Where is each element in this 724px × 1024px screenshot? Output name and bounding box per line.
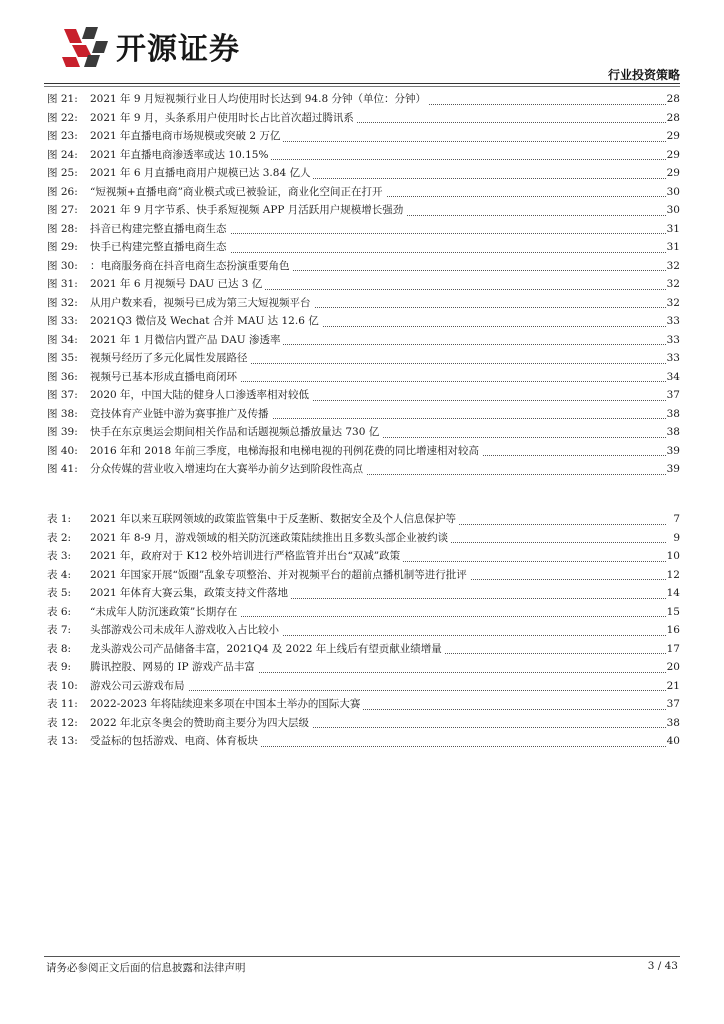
table-entry-number: 表 9: xyxy=(47,661,72,673)
figure-entry[interactable] xyxy=(44,405,680,424)
table-entry-title xyxy=(90,584,666,603)
table-entry[interactable] xyxy=(44,640,680,659)
table-entry[interactable] xyxy=(44,658,680,677)
figure-entry-title xyxy=(90,109,666,128)
figure-entry-title-text: 快手在东京奥运会期间相关作品和话题视频总播放量达 730 亿 xyxy=(90,426,382,438)
figure-entry-page: 38 xyxy=(666,426,680,438)
figure-entry-page: 28 xyxy=(666,111,680,124)
figure-entry[interactable] xyxy=(44,127,680,146)
figure-entry-title-text: 2021 年 1 月微信内置产品 DAU 渗透率 xyxy=(90,334,283,346)
figure-entry-number: 图 35: xyxy=(47,352,78,364)
figure-entry-number: 图 27: xyxy=(47,204,78,216)
figure-entry-number: 图 21: xyxy=(47,93,78,105)
figure-entry-title xyxy=(90,368,666,387)
table-entry-page: 12 xyxy=(666,568,680,581)
figure-entry-page: 31 xyxy=(666,241,680,253)
table-entry-page: 14 xyxy=(666,587,680,599)
brand-name: 开源证券 xyxy=(116,32,240,67)
table-entry-number: 表 7: xyxy=(47,624,72,636)
figure-entry-title xyxy=(90,183,666,202)
figure-entry-title xyxy=(90,146,666,165)
disclaimer-note: 请务必参阅正文后面的信息披露和法律声明 xyxy=(46,962,246,974)
table-entry-title xyxy=(90,547,666,566)
figure-entry-title-text: 2021 年直播电商市场规模或突破 2 万亿 xyxy=(90,130,283,142)
table-entry-title xyxy=(90,732,666,751)
figure-entry-page: 38 xyxy=(666,407,680,420)
figure-entry-title xyxy=(90,220,666,239)
figure-entry-title-text: 2020 年，中国大陆的健身人口渗透率相对较低 xyxy=(90,389,312,401)
figure-entry-title xyxy=(90,275,666,294)
figure-entry-title-text: 2021Q3 微信及 Wechat 合并 MAU 达 12.6 亿 xyxy=(90,315,322,327)
table-entry[interactable] xyxy=(44,732,680,751)
figure-entry[interactable] xyxy=(44,275,680,294)
figure-entry[interactable] xyxy=(44,183,680,202)
table-entry-title xyxy=(90,714,666,733)
table-entry-title-text: 2021 年国家开展“饭圈”乱象专项整治、并对视频平台的超前点播机制等进行批评 xyxy=(90,569,470,581)
figure-entry-number: 图 32: xyxy=(47,296,78,309)
figure-entry[interactable] xyxy=(44,460,680,479)
figure-entry-page: 32 xyxy=(666,259,680,272)
table-entry[interactable] xyxy=(44,621,680,640)
figure-entry-number: 图 37: xyxy=(47,389,78,401)
header-rule xyxy=(44,83,680,84)
figure-entry-title-text: 视频号经历了多元化属性发展路径 xyxy=(90,352,251,364)
table-entry-title-text: 2021 年以来互联网领域的政策监管集中于反垄断、数据安全及个人信息保护等 xyxy=(90,513,459,525)
table-entry-number: 表 5: xyxy=(47,587,72,599)
figure-entry-title-text: 2016 年和 2018 年前三季度，电梯海报和电梯电视的刊例花费的同比增速相对较高 xyxy=(90,445,482,457)
figure-entry-title-text: 2021 年 9 月字节系、快手系短视频 APP 月活跃用户规模增长强劲 xyxy=(90,204,406,216)
figure-entry-number: 图 41: xyxy=(47,463,78,475)
table-entry-number: 表 4: xyxy=(47,568,72,581)
table-entry-title-text: 受益标的包括游戏、电商、体育板块 xyxy=(90,735,261,747)
table-entry[interactable] xyxy=(44,510,680,529)
figure-entry[interactable] xyxy=(44,164,680,183)
figure-entry-page: 29 xyxy=(666,148,680,161)
header-rule-thin xyxy=(44,86,680,87)
table-entry-title-text: 龙头游戏公司产品储备丰富，2021Q4 及 2022 年上线后有望贡献业绩增量 xyxy=(90,643,445,655)
figure-entry-title xyxy=(90,442,666,461)
report-category: 行业投资策略 xyxy=(607,68,680,82)
figure-entry-title xyxy=(90,201,666,220)
figure-entry-title xyxy=(90,164,666,183)
figure-entry[interactable] xyxy=(44,294,680,313)
figure-entry-number: 图 40: xyxy=(47,444,78,457)
table-entry-title-text: 腾讯控股、网易的 IP 游戏产品丰富 xyxy=(90,661,258,673)
table-entry-number: 表 11: xyxy=(47,698,78,710)
figure-entry[interactable] xyxy=(44,312,680,331)
table-entry-page: 7 xyxy=(673,513,680,525)
figure-entry-number: 图 30: xyxy=(47,259,78,272)
figure-entry[interactable] xyxy=(44,238,680,257)
figure-entry-number: 图 26: xyxy=(47,185,78,198)
figure-entry-number: 图 38: xyxy=(47,407,78,420)
table-entry-title xyxy=(90,621,666,640)
table-entry-number: 表 10: xyxy=(47,679,78,692)
table-entry-title-text: 头部游戏公司未成年人游戏收入占比较小 xyxy=(90,624,282,636)
figure-entry-title xyxy=(90,90,666,109)
figure-entry-number: 图 24: xyxy=(47,148,78,161)
figure-entry-title xyxy=(90,423,666,442)
table-entry-title-text: 游戏公司云游戏布局 xyxy=(90,680,188,692)
figure-entry-page: 32 xyxy=(666,278,680,290)
table-entry-title-text: 2021 年 8-9 月，游戏领域的相关防沉迷政策陆续推出且多数头部企业被约谈 xyxy=(90,532,451,544)
figure-entry-title xyxy=(90,331,666,350)
figure-entry-number: 图 22: xyxy=(47,111,78,124)
figure-entry-number: 图 28: xyxy=(47,222,78,235)
table-entry[interactable] xyxy=(44,603,680,622)
figure-entry-page: 37 xyxy=(666,389,680,401)
table-entry[interactable] xyxy=(44,714,680,733)
figure-entry-title xyxy=(90,312,666,331)
brand-logo xyxy=(60,22,240,70)
figure-entry-page: 30 xyxy=(666,185,680,198)
figure-entry-page: 33 xyxy=(666,315,680,327)
figure-entry-title-text: 竞技体育产业链中游为赛事推广及传播 xyxy=(90,408,272,420)
table-entry-title xyxy=(90,640,666,659)
table-entry-title xyxy=(90,658,666,677)
table-entry-page: 9 xyxy=(673,531,680,544)
figure-entry-title-text: 抖音已构建完整直播电商生态 xyxy=(90,223,230,235)
figure-entry-title-text: 2021 年直播电商渗透率或达 10.15% xyxy=(90,149,271,161)
figure-entry-number: 图 23: xyxy=(47,130,78,142)
figure-entry-number: 图 31: xyxy=(47,278,78,290)
figure-entry-title xyxy=(90,349,666,368)
figure-entry[interactable] xyxy=(44,331,680,350)
figure-entry-number: 图 29: xyxy=(47,241,78,253)
table-entry[interactable] xyxy=(44,695,680,714)
figure-entry-page: 33 xyxy=(666,352,680,364)
figure-entry[interactable] xyxy=(44,423,680,442)
figure-entry-title-text: ：电商服务商在抖音电商生态扮演重要角色 xyxy=(90,260,293,272)
table-entry[interactable] xyxy=(44,529,680,548)
table-entry-number: 表 8: xyxy=(47,642,72,655)
figure-entry-page: 32 xyxy=(666,296,680,309)
figure-entry[interactable] xyxy=(44,386,680,405)
figure-entry-page: 28 xyxy=(666,93,680,105)
table-entry-page: 38 xyxy=(666,716,680,729)
table-entry-title xyxy=(90,695,666,714)
table-entry[interactable] xyxy=(44,677,680,696)
table-entry-page: 20 xyxy=(666,661,680,673)
figure-entry[interactable] xyxy=(44,109,680,128)
figure-entry-page: 29 xyxy=(666,130,680,142)
table-entry[interactable] xyxy=(44,547,680,566)
figure-entry-title-text: 2021 年 6 月视频号 DAU 已达 3 亿 xyxy=(90,278,265,290)
table-entry[interactable] xyxy=(44,584,680,603)
table-entry[interactable] xyxy=(44,566,680,585)
table-entry-page: 16 xyxy=(666,624,680,636)
footer-rule xyxy=(44,956,680,957)
figure-entry-title-text: 视频号已基本形成直播电商闭环 xyxy=(90,371,240,383)
figure-entry-title-text: “短视频+直播电商”商业模式或已被验证，商业化空间正在打开 xyxy=(90,186,386,198)
figure-entry[interactable] xyxy=(44,146,680,165)
figure-entry-page: 33 xyxy=(666,333,680,346)
figure-entry-number: 图 36: xyxy=(47,370,78,383)
table-entry-title-text: 2021 年，政府对于 K12 校外培训进行严格监管并出台“双减”政策 xyxy=(90,550,403,562)
figure-entry[interactable] xyxy=(44,90,680,109)
table-entry-number: 表 1: xyxy=(47,513,72,525)
figure-list xyxy=(44,90,680,479)
table-entry-page: 17 xyxy=(666,642,680,655)
figure-entry-title-text: 2021 年 9 月，头条系用户使用时长占比首次超过腾讯系 xyxy=(90,112,357,124)
figure-entry-page: 29 xyxy=(666,167,680,179)
figure-entry-title xyxy=(90,294,666,313)
figure-entry-title xyxy=(90,460,666,479)
figure-entry[interactable] xyxy=(44,442,680,461)
figure-entry-number: 图 34: xyxy=(47,333,78,346)
table-entry-title xyxy=(90,603,666,622)
figure-entry-page: 39 xyxy=(666,463,680,475)
table-entry-title-text: 2021 年体育大赛云集，政策支持文件落地 xyxy=(90,587,291,599)
figure-entry-title xyxy=(90,405,666,424)
table-entry-title xyxy=(90,566,666,585)
table-entry-title-text: 2022-2023 年将陆续迎来多项在中国本土举办的国际大赛 xyxy=(90,698,363,710)
table-entry-title xyxy=(90,529,666,548)
figure-entry-title-text: 2021 年 6 月直播电商用户规模已达 3.84 亿人 xyxy=(90,167,313,179)
figure-entry-title-text: 快手已构建完整直播电商生态 xyxy=(90,241,230,253)
table-entry-number: 表 2: xyxy=(47,531,72,544)
table-list xyxy=(44,510,680,751)
table-entry-number: 表 3: xyxy=(47,550,72,562)
figure-entry-number: 图 25: xyxy=(47,167,78,179)
figure-entry[interactable] xyxy=(44,368,680,387)
table-entry-page: 15 xyxy=(666,605,680,618)
figure-entry[interactable] xyxy=(44,220,680,239)
table-entry-page: 10 xyxy=(666,550,680,562)
figure-entry-title-text: 从用户数来看，视频号已成为第三大短视频平台 xyxy=(90,297,314,309)
figure-entry[interactable] xyxy=(44,349,680,368)
figure-entry-title-text: 分众传媒的营业收入增速均在大赛举办前夕达到阶段性高点 xyxy=(90,463,366,475)
table-entry-number: 表 13: xyxy=(47,735,78,747)
figure-entry-number: 图 39: xyxy=(47,426,78,438)
figure-entry-title xyxy=(90,238,666,257)
figure-entry-page: 31 xyxy=(666,222,680,235)
figure-entry-title xyxy=(90,386,666,405)
figure-entry-title xyxy=(90,127,666,146)
kaiyuan-logo-icon xyxy=(60,23,110,69)
table-entry-page: 40 xyxy=(666,735,680,747)
figure-entry-page: 34 xyxy=(666,370,680,383)
page-header xyxy=(44,22,680,86)
table-entry-page: 21 xyxy=(666,679,680,692)
table-entry-title-text: 2022 年北京冬奥会的赞助商主要分为四大层级 xyxy=(90,717,312,729)
page-number: 3 / 43 xyxy=(647,960,678,972)
table-entry-number: 表 12: xyxy=(47,716,78,729)
figure-entry-page: 39 xyxy=(666,444,680,457)
figure-entry-number: 图 33: xyxy=(47,315,78,327)
table-entry-title xyxy=(90,510,666,529)
figure-entry-title-text: 2021 年 9 月短视频行业日人均使用时长达到 94.8 分钟（单位：分钟） xyxy=(90,93,429,105)
table-entry-title-text: “未成年人防沉迷政策”长期存在 xyxy=(90,606,240,618)
figure-entry-page: 30 xyxy=(666,204,680,216)
table-entry-title xyxy=(90,677,666,696)
figure-entry-title xyxy=(90,257,666,276)
figure-entry[interactable] xyxy=(44,257,680,276)
table-entry-number: 表 6: xyxy=(47,605,72,618)
figure-entry[interactable] xyxy=(44,201,680,220)
table-entry-page: 37 xyxy=(666,698,680,710)
